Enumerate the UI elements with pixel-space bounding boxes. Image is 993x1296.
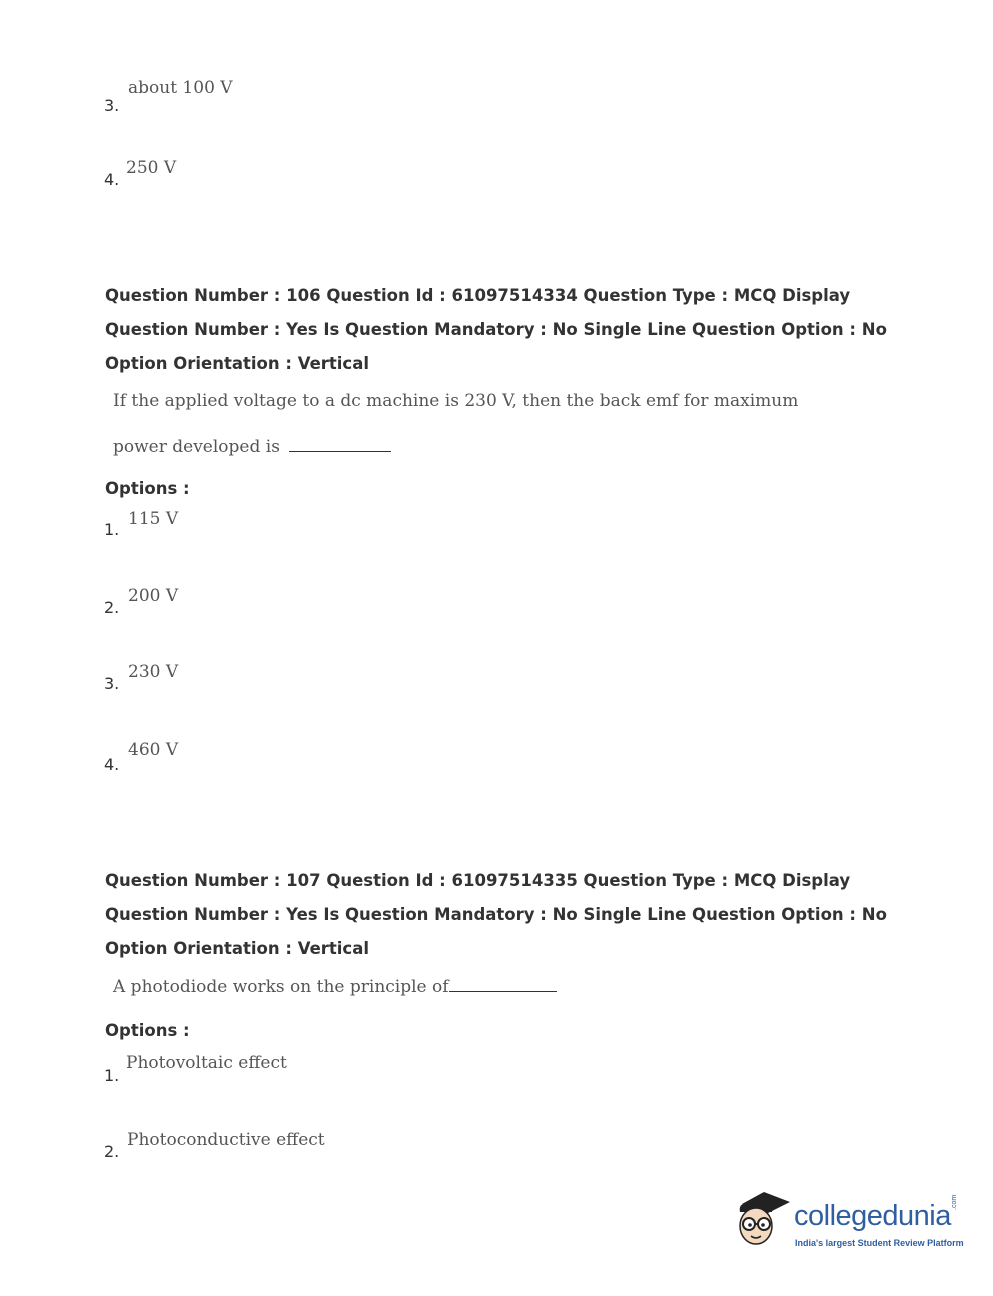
option-number: 1. <box>104 1066 120 1085</box>
option-number: 2. <box>104 598 120 617</box>
question-header: Question Number : 106 Question Id : 61097514334 Question Type : MCQ Display Question Number : Yes Is Question Mandatory : No Single Line Question Option : No Option Orientation : Vertical <box>105 286 887 373</box>
answer-blank <box>449 990 557 992</box>
collegedunia-logo <box>734 1188 964 1258</box>
option-number: 4. <box>104 755 120 774</box>
option-number: 3. <box>104 674 120 693</box>
answer-blank <box>289 450 391 452</box>
option-text: about 100 V <box>128 78 233 98</box>
option-text: Photoconductive effect <box>127 1130 325 1150</box>
option-text: 115 V <box>128 509 179 529</box>
question-text <box>113 977 557 997</box>
option-number: 2. <box>104 1142 120 1161</box>
options-label: Options : <box>105 1021 190 1040</box>
option-text: Photovoltaic effect <box>126 1053 287 1073</box>
options-label: Options : <box>105 479 190 498</box>
logo-wordmark: collegedunia <box>794 1200 951 1232</box>
question-text-line: A photodiode works on the principle of <box>113 977 449 997</box>
option-text: 200 V <box>128 586 179 606</box>
option-number: 4. <box>104 170 120 189</box>
question-text <box>113 437 391 457</box>
option-number: 3. <box>104 96 120 115</box>
question-text <box>113 391 798 411</box>
option-text: 230 V <box>128 662 179 682</box>
option-number: 1. <box>104 520 120 539</box>
logo-tagline: India's largest Student Review Platform <box>795 1238 964 1248</box>
question-text-line: power developed is <box>113 437 280 457</box>
question-header: Question Number : 107 Question Id : 61097514335 Question Type : MCQ Display Question Number : Yes Is Question Mandatory : No Single Line Question Option : No Option Orientation : Vertical <box>105 871 887 958</box>
logo-suffix: .com <box>951 1194 958 1210</box>
mascot-icon <box>734 1188 794 1258</box>
option-text: 250 V <box>126 158 177 178</box>
option-text: 460 V <box>128 740 179 760</box>
question-text-line: If the applied voltage to a dc machine is 230 V, then the back emf for maximum <box>113 391 799 411</box>
